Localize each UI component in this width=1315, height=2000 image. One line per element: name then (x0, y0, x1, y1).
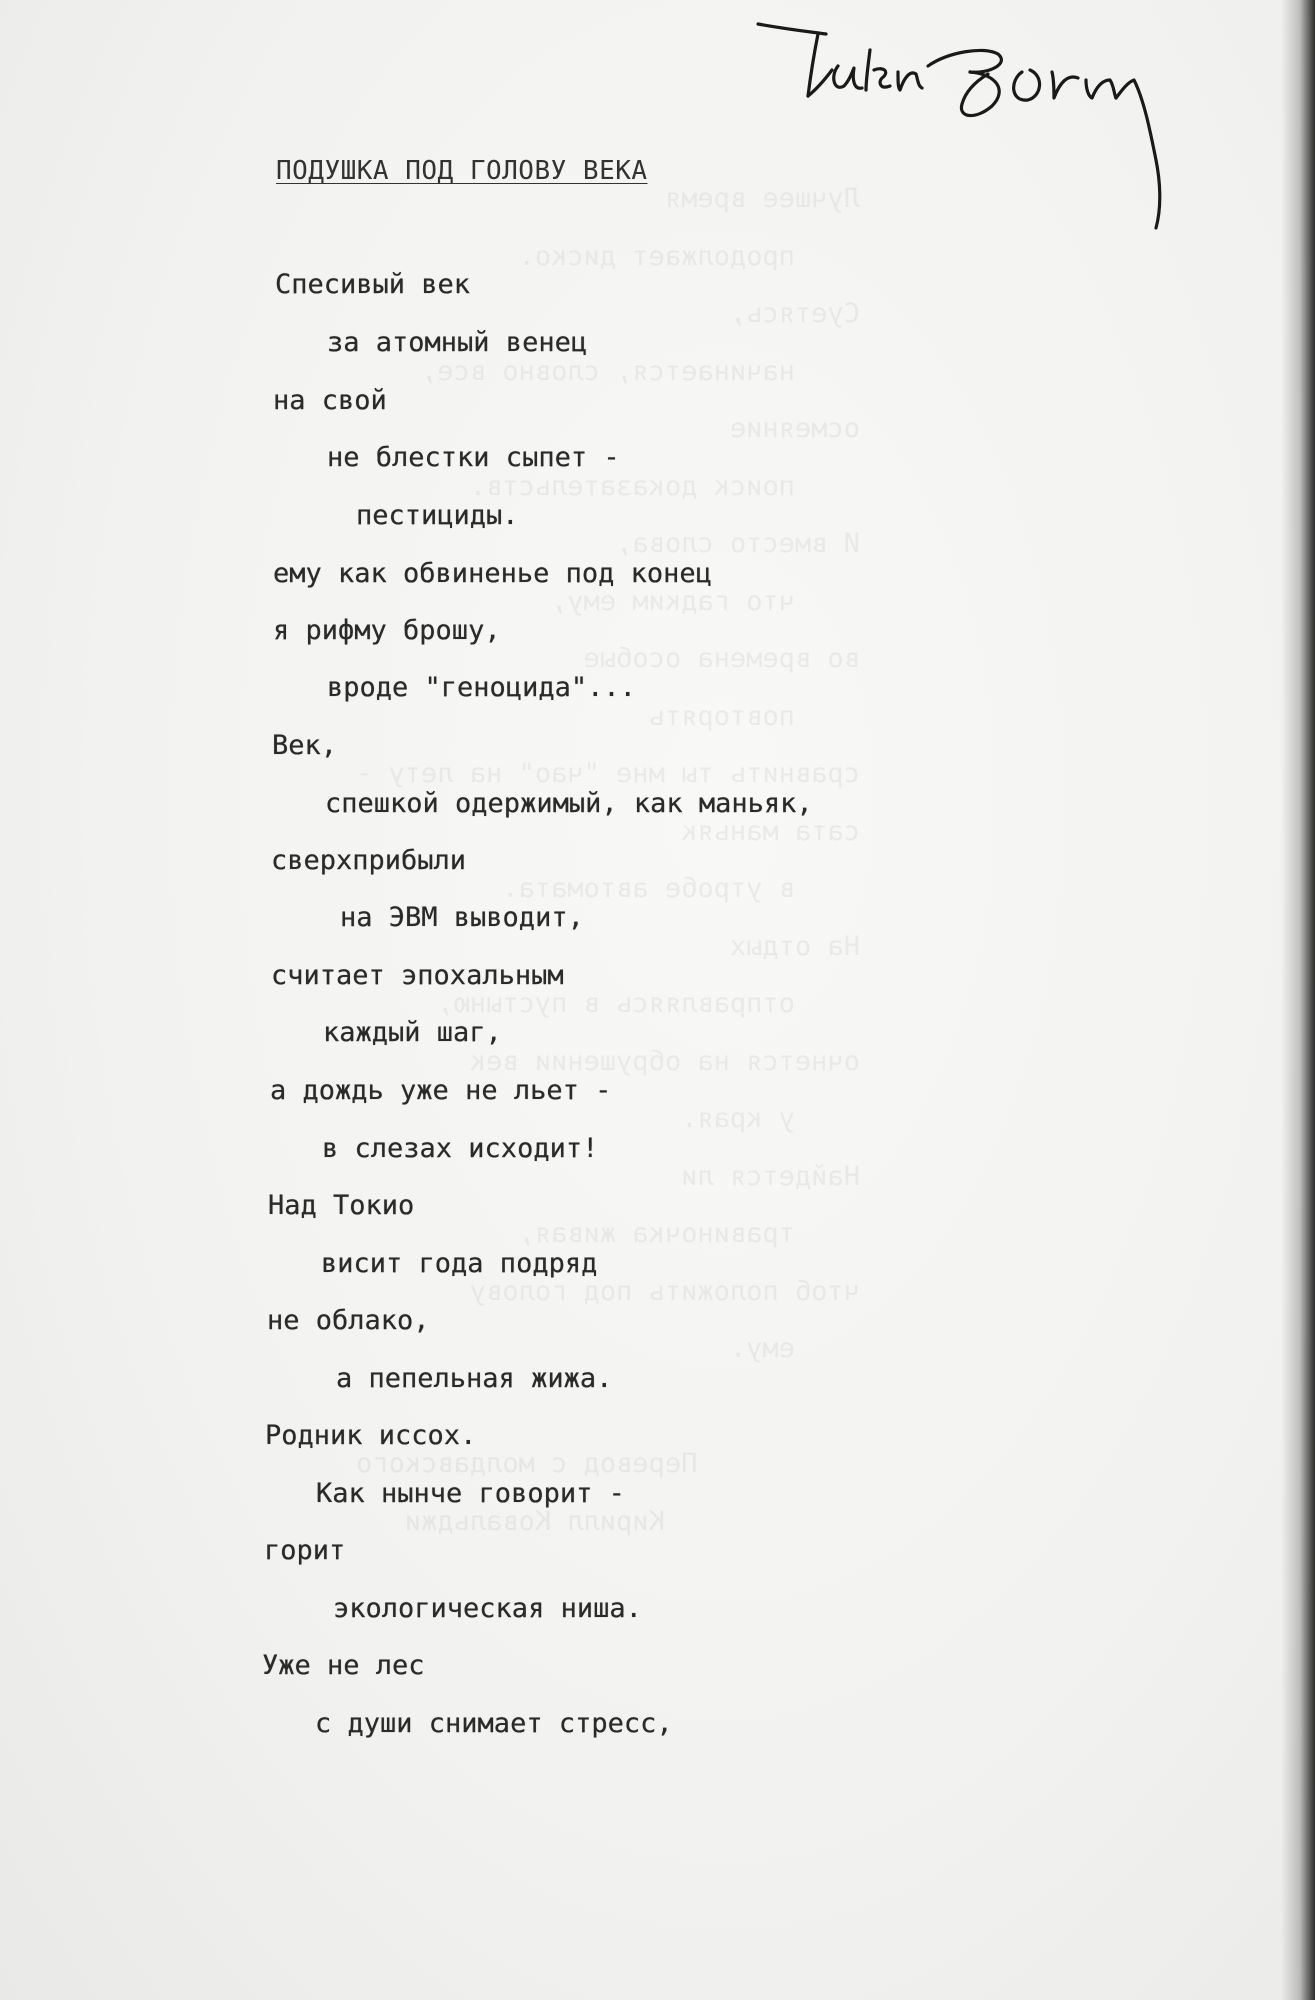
poem-line: Родник иссох. (265, 1420, 477, 1451)
poem-line: Как нынче говорит - (316, 1478, 625, 1509)
poem-line: каждый шаг, (323, 1017, 502, 1048)
poem-line: пестициды. (356, 500, 519, 531)
poem-line: Над Токио (268, 1190, 415, 1221)
poem-line: ему как обвиненье под конец (273, 558, 712, 589)
poem-line: за атомный венец (327, 327, 588, 358)
poem-line: с души снимает стресс, (315, 1708, 673, 1739)
poem-title: ПОДУШКА ПОД ГОЛОВУ ВЕКА (276, 156, 648, 186)
poem-line: вроде "геноцида"... (327, 672, 636, 703)
poem-line: спешкой одержимый, как маньяк, (325, 788, 813, 819)
poem-line: а дождь уже не льет - (270, 1075, 612, 1106)
poem-line: сверхприбыли (271, 845, 467, 876)
handwritten-signature (752, 10, 1192, 250)
scan-edge-shadow (1281, 0, 1315, 2000)
poem-line: не облако, (267, 1305, 430, 1336)
poem-line: на свой (273, 385, 387, 416)
poem-line: я рифму брошу, (273, 615, 501, 646)
poem-line: а пепельная жижа. (336, 1363, 613, 1394)
poem-line: горит (264, 1535, 346, 1566)
poem-line: на ЭВМ выводит, (340, 902, 584, 933)
poem-line: считает эпохальным (271, 960, 564, 991)
poem-line: Спесивый век (275, 269, 471, 300)
poem-line: висит года подряд (321, 1248, 598, 1279)
reverse-side-show-through: Лучшее время продолжает диско. Суетясь, начинается, словно все, осмеяние поиск доказательств. И вместо слова, что гадким ему, во времена особые повторять сравнить ты мне "чао" на лету - сата маньяк в утробе автомата. На отдых отправляясь в пустыню, очнется на обрушении век у края. Найдется ли травиночка живая, чтоб положить под голову ему. Перевод с молдавского Кирилл Ковальджи (356, 183, 860, 1537)
poem-line: не блестки сыпет - (327, 442, 620, 473)
poem-line: Век, (272, 730, 338, 761)
poem-line: в слезах исходит! (322, 1133, 599, 1164)
poem-line: экологическая ниша. (333, 1593, 642, 1624)
poem-line: Уже не лес (262, 1650, 425, 1681)
